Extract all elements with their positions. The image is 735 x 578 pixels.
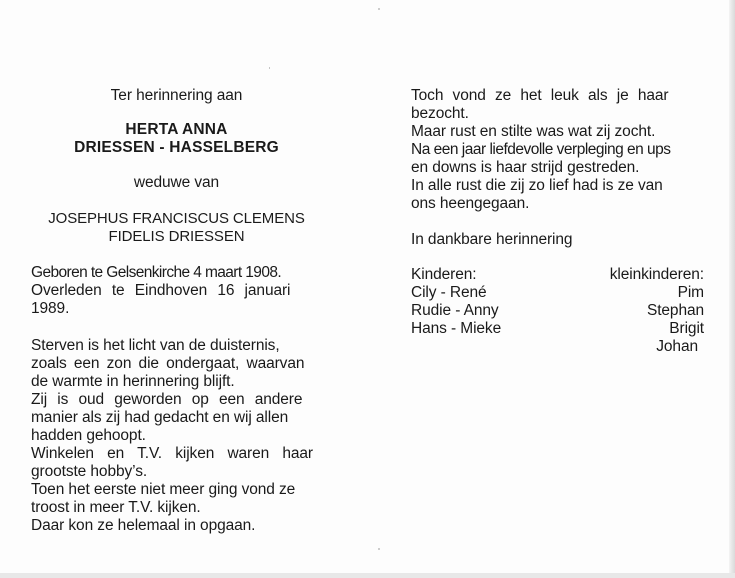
paper-speck [269,67,270,69]
grandchildren-heading: kleinkinderen: [609,266,704,283]
gratitude-text: In dankbare herinnering [411,231,573,248]
paper-edge-right [729,0,735,578]
poem-line: Sterven is het licht van de duisternis, [31,337,280,354]
grandchild-name: Johan [656,338,698,355]
deceased-name-line2: DRIESSEN - HASSELBERG [74,139,279,156]
poem-line: Zij is oud geworden op een andere [31,391,303,408]
deceased-name-line1: HERTA ANNA [125,121,228,138]
right-text-line: en downs is haar strijd gestreden. [411,159,640,176]
children-heading: Kinderen: [411,266,477,283]
right-text-line: In alle rust die zij zo lief had is ze van [411,177,663,194]
poem-line: hadden gehoopt. [31,427,146,444]
paper-edge-bottom [0,573,735,578]
birth-line: Geboren te Gelsenkirche 4 maart 1908. [31,264,282,281]
poem-line: Daar kon ze helemaal in opgaan. [31,517,256,534]
death-line: Overleden te Eindhoven 16 januari [31,282,291,299]
poem-line: Winkelen en T.V. kijken waren haar [31,445,313,462]
poem-line: zoals een zon die ondergaat, waarvan [31,355,305,372]
right-text-line: Toch vond ze het leuk als je haar [411,87,669,104]
husband-name-line2: FIDELIS DRIESSEN [108,228,245,245]
grandchild-name: Stephan [646,302,704,319]
grandchild-name: Brigit [669,320,704,337]
poem-line: Toen het eerste niet meer ging vond ze [31,481,296,498]
right-text-line: Na een jaar liefdevolle verpleging en ups [411,141,671,158]
child-couple: Hans - Mieke [411,320,502,337]
paper-speck [378,548,380,550]
husband-name-line1: JOSEPHUS FRANCISCUS CLEMENS [48,210,305,227]
poem-line: de warmte in herinnering blijft. [31,373,235,390]
child-couple: Cily - René [411,284,487,301]
right-text-line: Maar rust en stilte was wat zij zocht. [411,123,656,140]
right-text-line: bezocht. [411,105,469,122]
child-couple: Rudie - Anny [411,302,499,319]
grandchild-name: Pim [677,284,704,301]
poem-line: grootste hobby’s. [31,463,148,480]
paper-speck [378,8,380,10]
right-text-line: ons heengegaan. [411,195,530,212]
death-year-line: 1989. [31,300,70,317]
poem-line: manier als zij had gedacht en wij allen [31,409,289,426]
intro-text: Ter herinnering aan [110,87,243,104]
widow-of-text: weduwe van [133,174,220,191]
poem-line: troost in meer T.V. kijken. [31,499,201,516]
